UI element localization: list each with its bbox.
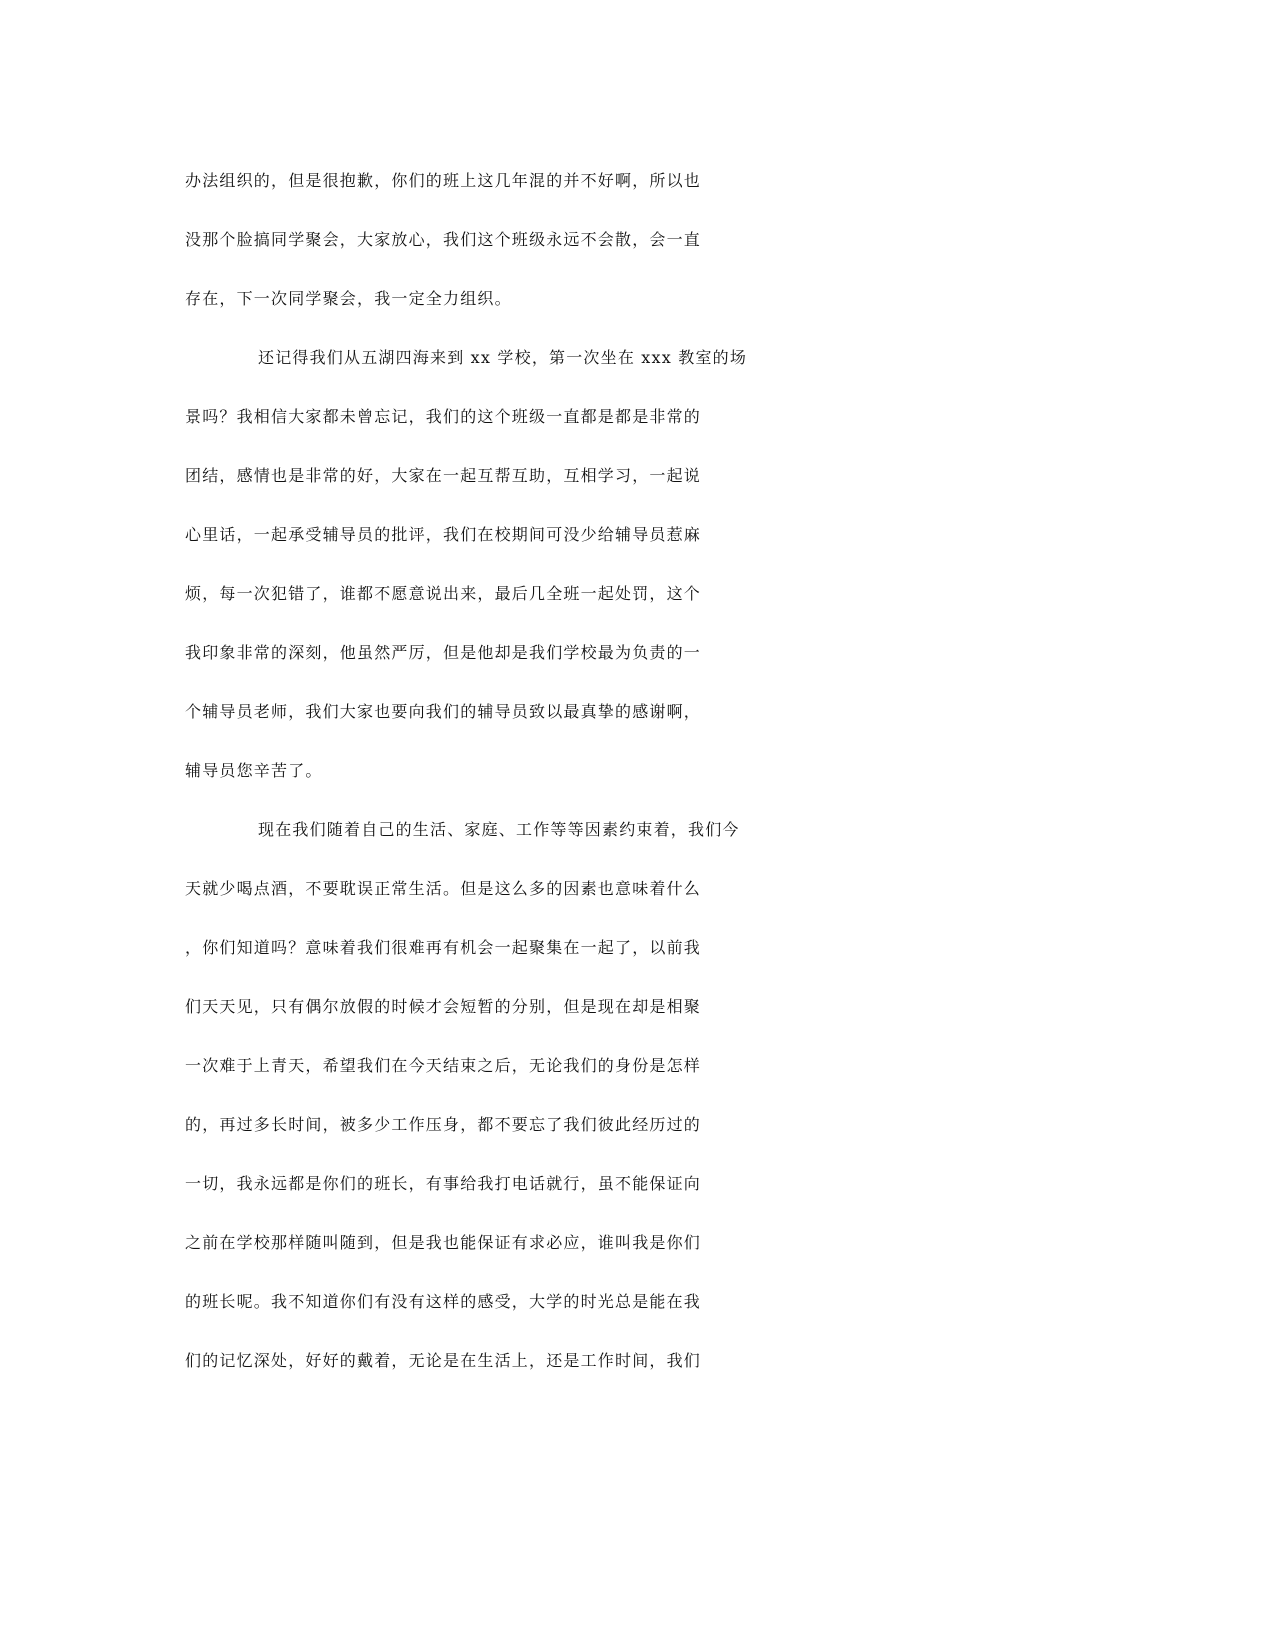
paragraph-3-line-1: 现在我们随着自己的生活、家庭、工作等等因素约束着，我们今 xyxy=(258,820,740,839)
paragraph-3-line-8: 之前在学校那样随叫随到，但是我也能保证有求必应，谁叫我是你们 xyxy=(185,1233,702,1252)
paragraph-3-line-3: ，你们知道吗？意味着我们很难再有机会一起聚集在一起了，以前我 xyxy=(185,938,702,957)
paragraph-3-line-10: 们的记忆深处，好好的戴着，无论是在生活上，还是工作时间，我们 xyxy=(185,1351,702,1370)
paragraph-3-line-4: 们天天见，只有偶尔放假的时候才会短暂的分别，但是现在却是相聚 xyxy=(185,997,702,1016)
paragraph-3-line-6: 的，再过多长时间，被多少工作压身，都不要忘了我们彼此经历过的 xyxy=(185,1115,702,1134)
paragraph-2-line-4: 心里话，一起承受辅导员的批评，我们在校期间可没少给辅导员惹麻 xyxy=(185,525,702,544)
paragraph-3-line-7: 一切，我永远都是你们的班长，有事给我打电话就行，虽不能保证向 xyxy=(185,1174,702,1193)
paragraph-1-line-1: 办法组织的，但是很抱歉，你们的班上这几年混的并不好啊，所以也 xyxy=(185,171,702,190)
paragraph-2-line-2: 景吗？我相信大家都未曾忘记，我们的这个班级一直都是都是非常的 xyxy=(185,407,702,426)
paragraph-1-line-3: 存在，下一次同学聚会，我一定全力组织。 xyxy=(185,289,512,308)
paragraph-3-line-9: 的班长呢。我不知道你们有没有这样的感受，大学的时光总是能在我 xyxy=(185,1292,702,1311)
paragraph-3-line-2: 天就少喝点酒，不要耽误正常生活。但是这么多的因素也意味着什么 xyxy=(185,879,702,898)
paragraph-1-line-2: 没那个脸搞同学聚会，大家放心，我们这个班级永远不会散，会一直 xyxy=(185,230,702,249)
paragraph-2-line-5: 烦，每一次犯错了，谁都不愿意说出来，最后几全班一起处罚，这个 xyxy=(185,584,702,603)
paragraph-3-line-5: 一次难于上青天，希望我们在今天结束之后，无论我们的身份是怎样 xyxy=(185,1056,702,1075)
paragraph-2-line-8: 辅导员您辛苦了。 xyxy=(185,761,323,780)
paragraph-2-line-3: 团结，感情也是非常的好，大家在一起互帮互助，互相学习，一起说 xyxy=(185,466,702,485)
paragraph-2-line-6: 我印象非常的深刻，他虽然严厉，但是他却是我们学校最为负责的一 xyxy=(185,643,702,662)
paragraph-2-line-1: 还记得我们从五湖四海来到 xx 学校，第一次坐在 xxx 教室的场 xyxy=(258,348,748,367)
paragraph-2-line-7: 个辅导员老师，我们大家也要向我们的辅导员致以最真挚的感谢啊， xyxy=(185,702,702,721)
